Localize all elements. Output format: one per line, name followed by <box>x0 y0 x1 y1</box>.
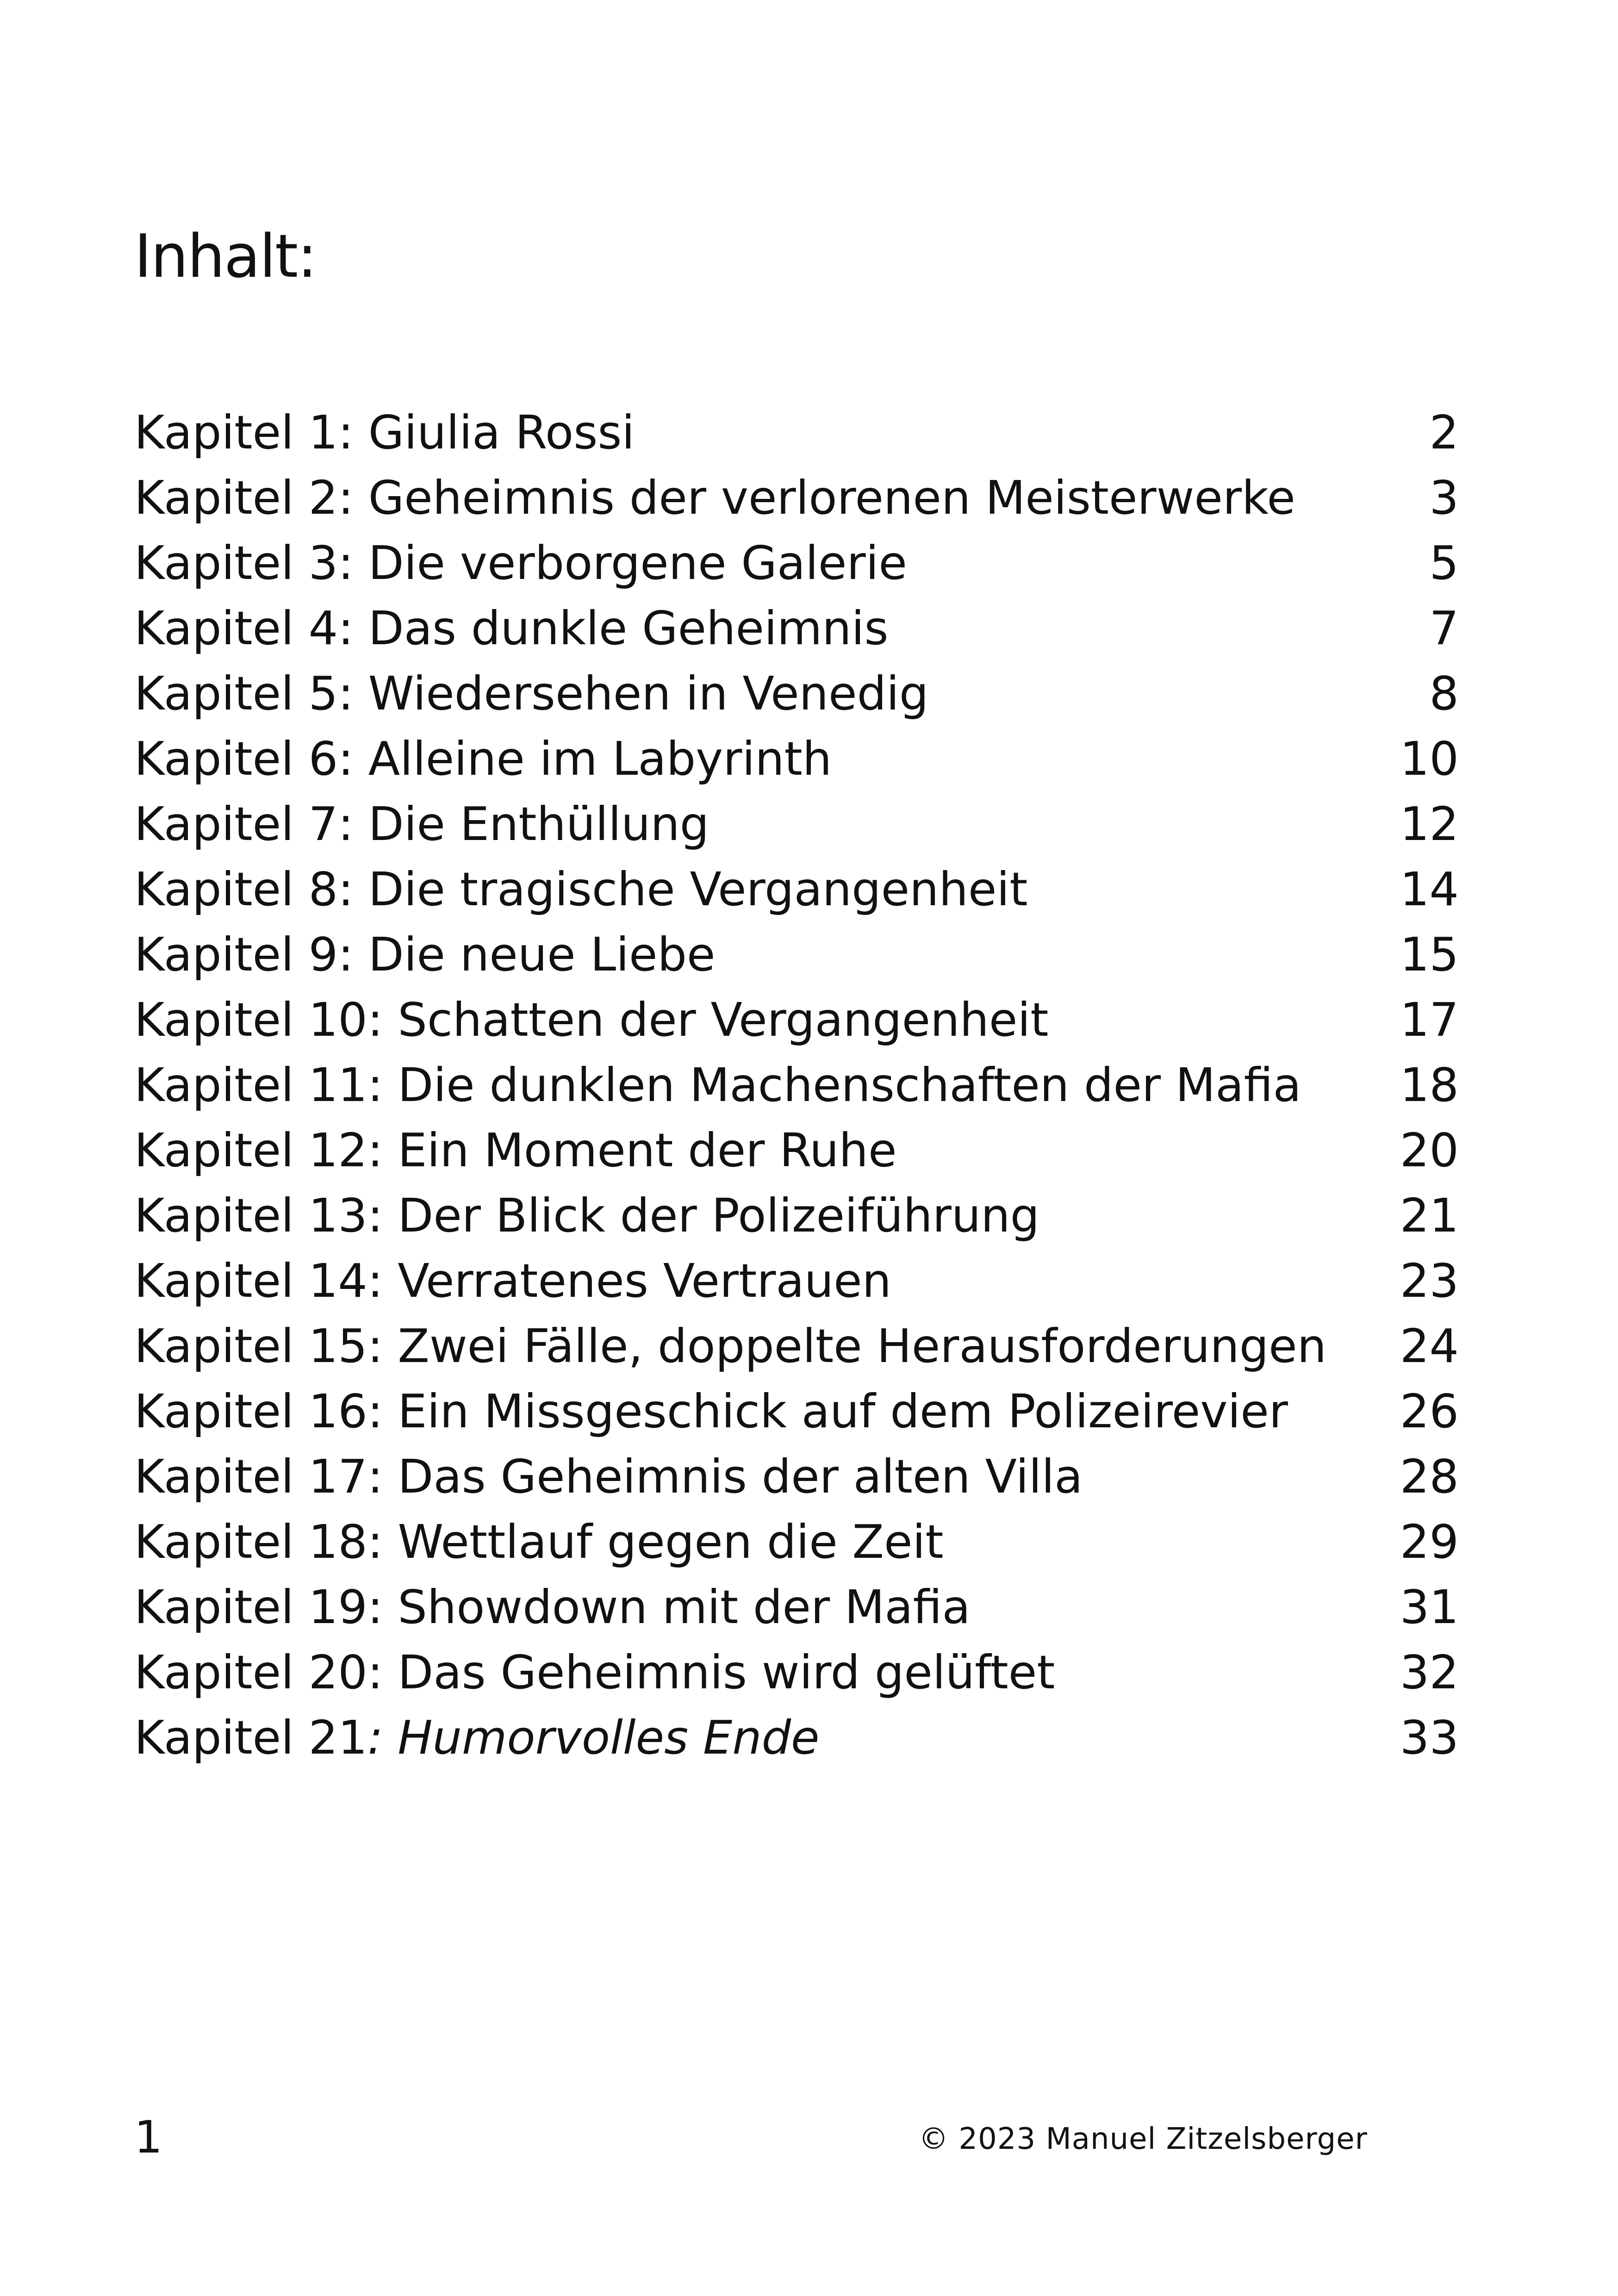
toc-entry-title: Kapitel 12: Ein Moment der Ruhe <box>134 1123 897 1177</box>
toc-entry-page: 3 <box>1429 471 1459 525</box>
footer-page-number: 1 <box>134 2111 163 2163</box>
toc-entry-title: Kapitel 18: Wettlauf gegen die Zeit <box>134 1515 944 1569</box>
toc-entry-title: Kapitel 19: Showdown mit der Mafia <box>134 1580 971 1634</box>
table-of-contents <box>134 400 1459 1770</box>
toc-entry-title: Kapitel 4: Das dunkle Geheimnis <box>134 601 889 655</box>
toc-entry-page: 8 <box>1429 666 1459 721</box>
toc-entry <box>134 1183 1459 1248</box>
toc-entry <box>134 1640 1459 1705</box>
toc-entry-page: 18 <box>1400 1058 1459 1112</box>
toc-entry-page: 20 <box>1400 1123 1459 1177</box>
toc-entry-title: Kapitel 8: Die tragische Vergangenheit <box>134 862 1028 916</box>
toc-entry-page: 28 <box>1400 1450 1459 1504</box>
toc-entry-page: 31 <box>1400 1580 1459 1634</box>
toc-entry-title: Kapitel 15: Zwei Fälle, doppelte Herausforderungen <box>134 1319 1327 1373</box>
toc-entry <box>134 857 1459 922</box>
toc-entry-page: 21 <box>1400 1188 1459 1243</box>
toc-entry-title-prefix: Kapitel 21 <box>134 1711 367 1765</box>
toc-entry-page: 29 <box>1400 1515 1459 1569</box>
toc-entry-title: Kapitel 2: Geheimnis der verlorenen Meisterwerke <box>134 471 1295 525</box>
toc-entry-title: Kapitel 9: Die neue Liebe <box>134 927 716 982</box>
toc-entry-title: Kapitel 13: Der Blick der Polizeiführung <box>134 1188 1040 1243</box>
toc-entry <box>134 1444 1459 1509</box>
toc-entry-page: 26 <box>1400 1384 1459 1438</box>
toc-entry-page: 33 <box>1400 1711 1459 1765</box>
toc-entry-page: 23 <box>1400 1254 1459 1308</box>
toc-entry <box>134 661 1459 726</box>
toc-entry-page: 5 <box>1429 536 1459 590</box>
toc-entry-page: 12 <box>1400 797 1459 851</box>
toc-entry <box>134 791 1459 857</box>
toc-entry <box>134 726 1459 791</box>
toc-entry-title: Kapitel 3: Die verborgene Galerie <box>134 536 907 590</box>
toc-entry-page: 15 <box>1400 927 1459 982</box>
toc-entry-page: 7 <box>1429 601 1459 655</box>
toc-entry <box>134 1248 1459 1313</box>
toc-entry-title: Kapitel 1: Giulia Rossi <box>134 405 635 460</box>
toc-entry-title: Kapitel 16: Ein Missgeschick auf dem Polizeirevier <box>134 1384 1288 1438</box>
toc-entry-title: Kapitel 6: Alleine im Labyrinth <box>134 732 832 786</box>
toc-entry <box>134 596 1459 661</box>
toc-entry <box>134 465 1459 530</box>
toc-entry-page: 24 <box>1400 1319 1459 1373</box>
toc-entry-title: Kapitel 10: Schatten der Vergangenheit <box>134 993 1049 1047</box>
toc-entry <box>134 1509 1459 1574</box>
toc-entry-title: Kapitel 11: Die dunklen Machenschaften der Mafia <box>134 1058 1301 1112</box>
toc-entry-page: 17 <box>1400 993 1459 1047</box>
toc-entry-title: Kapitel 20: Das Geheimnis wird gelüftet <box>134 1645 1055 1699</box>
toc-entry <box>134 400 1459 465</box>
toc-entry <box>134 1705 1459 1770</box>
toc-entry <box>134 1574 1459 1640</box>
toc-entry <box>134 530 1459 596</box>
toc-entry-page: 32 <box>1400 1645 1459 1699</box>
toc-entry-page: 14 <box>1400 862 1459 916</box>
toc-entry-title: Kapitel 5: Wiedersehen in Venedig <box>134 666 929 721</box>
toc-entry-page: 10 <box>1400 732 1459 786</box>
toc-entry <box>134 1379 1459 1444</box>
toc-entry-title: Kapitel 17: Das Geheimnis der alten Villa <box>134 1450 1083 1504</box>
toc-entry-title: Kapitel 14: Verratenes Vertrauen <box>134 1254 891 1308</box>
toc-entry <box>134 1313 1459 1379</box>
toc-entry <box>134 922 1459 987</box>
toc-entry <box>134 987 1459 1052</box>
toc-entry-title: Kapitel 7: Die Enthüllung <box>134 797 709 851</box>
toc-heading: Inhalt: <box>134 222 317 291</box>
toc-entry-title-rest: : Humorvolles Ende <box>367 1711 820 1765</box>
toc-entry-title <box>134 1705 820 1770</box>
footer-copyright: © 2023 Manuel Zitzelsberger <box>919 2122 1368 2156</box>
toc-entry <box>134 1052 1459 1118</box>
toc-entry-page: 2 <box>1429 405 1459 460</box>
toc-entry <box>134 1118 1459 1183</box>
